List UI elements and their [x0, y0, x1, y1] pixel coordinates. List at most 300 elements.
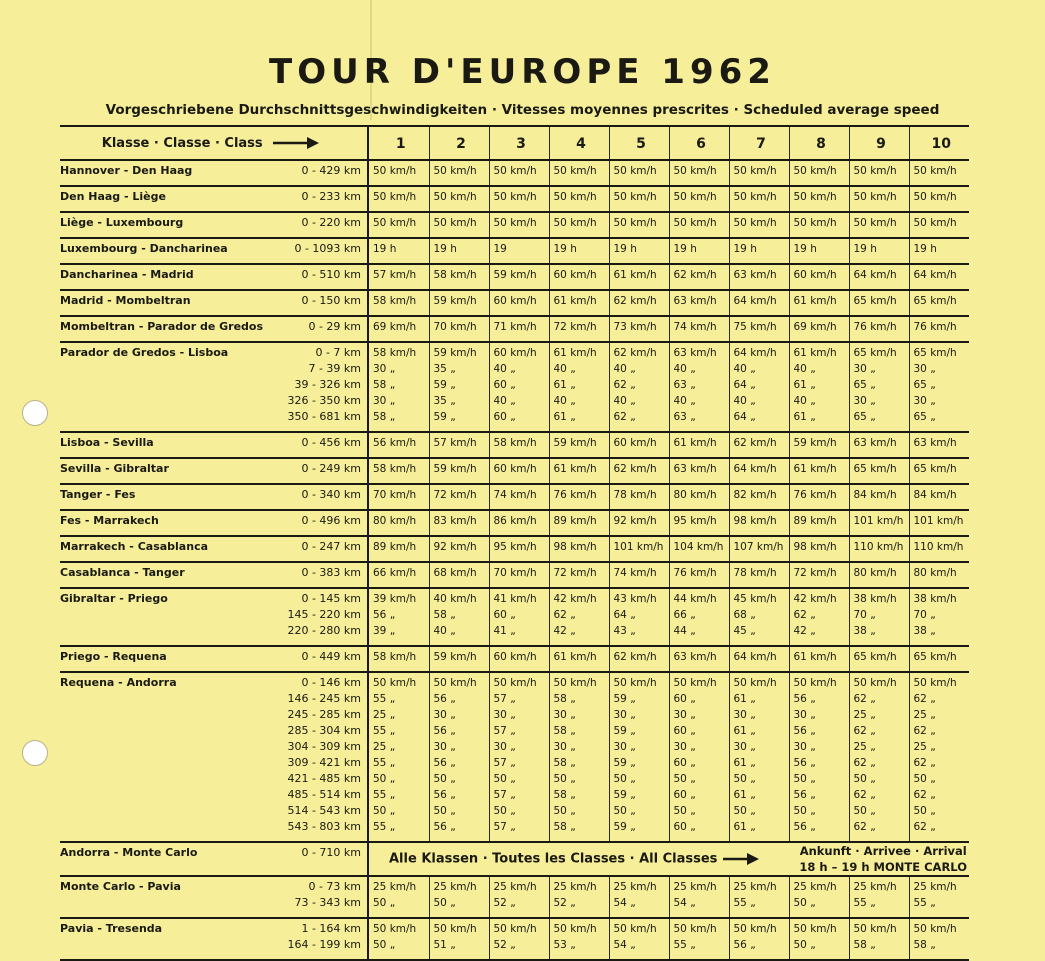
- speed-value: 50 km/h: [853, 677, 897, 689]
- speed-cell: [669, 238, 729, 264]
- speed-value: 50 km/h: [613, 191, 657, 203]
- speed-value: 62 km/h: [613, 295, 657, 307]
- speed-value: 63 km/h: [673, 347, 717, 359]
- speed-cell: [729, 342, 789, 432]
- speed-value: 44 „: [673, 625, 696, 637]
- speed-value: 62 „: [913, 821, 936, 833]
- distance-cell: [276, 186, 368, 212]
- speed-cell: [789, 646, 849, 672]
- speed-value: 63 km/h: [673, 295, 717, 307]
- speed-cell: [609, 588, 669, 646]
- distance-cell: [276, 212, 368, 238]
- speed-cell: [368, 588, 429, 646]
- speed-value: 57 „: [493, 725, 516, 737]
- all-classes-label: Alle Klassen · Toutes les Classes · All Classes: [389, 851, 718, 867]
- speed-value: 59 „: [613, 725, 636, 737]
- speed-value: 54 „: [673, 897, 696, 909]
- distance-range: 0 - 220 km: [301, 216, 361, 229]
- speed-cell: [789, 484, 849, 510]
- speed-cell: [609, 484, 669, 510]
- route-name: Tanger - Fes: [60, 488, 136, 501]
- speed-value: 50 km/h: [373, 677, 417, 689]
- speed-value: 56 „: [433, 693, 456, 705]
- speed-value: 50 km/h: [433, 923, 477, 935]
- speed-value: 50 „: [853, 773, 876, 785]
- distance-range: 7 - 39 km: [308, 362, 361, 375]
- speed-value: 72 km/h: [553, 321, 597, 333]
- speed-cell: [669, 458, 729, 484]
- route-cell: [60, 588, 276, 646]
- speed-value: 19 h: [853, 243, 877, 255]
- speed-cell: [429, 342, 489, 432]
- speed-cell: [849, 186, 909, 212]
- speed-value: 59 km/h: [793, 437, 837, 449]
- speed-cell: [368, 510, 429, 536]
- speed-value: 50 „: [493, 805, 516, 817]
- speed-cell: [609, 290, 669, 316]
- speed-cell: [909, 342, 969, 432]
- distance-cell: [276, 160, 368, 186]
- speed-value: 89 km/h: [553, 515, 597, 527]
- speed-value: 59 „: [433, 379, 456, 391]
- speed-value: 60 „: [673, 757, 696, 769]
- route-name: Priego - Requena: [60, 650, 167, 663]
- speed-cell: [909, 316, 969, 342]
- speed-value: 40 „: [433, 625, 456, 637]
- speed-value: 42 km/h: [553, 593, 597, 605]
- speed-value: 59 km/h: [433, 347, 477, 359]
- speed-cell: [849, 264, 909, 290]
- table-row: [60, 510, 969, 536]
- speed-value: 30 „: [373, 395, 396, 407]
- table-row: [60, 160, 969, 186]
- speed-value: 30 „: [673, 741, 696, 753]
- speed-value: 58 „: [373, 379, 396, 391]
- table-row: [60, 842, 969, 876]
- speed-value: 38 km/h: [913, 593, 957, 605]
- speed-value: 65 „: [913, 411, 936, 423]
- speed-value: 56 „: [793, 821, 816, 833]
- distance-cell: [276, 290, 368, 316]
- speed-value: 50 km/h: [373, 191, 417, 203]
- distance-range: 145 - 220 km: [287, 608, 361, 621]
- speed-value: 19 h: [553, 243, 577, 255]
- speed-cell: [368, 212, 429, 238]
- speed-cell: [609, 212, 669, 238]
- speed-value: 50 km/h: [493, 191, 537, 203]
- distance-cell: [276, 588, 368, 646]
- speed-cell: [909, 264, 969, 290]
- speed-cell: [669, 510, 729, 536]
- speed-value: 50 „: [493, 773, 516, 785]
- speed-cell: [909, 672, 969, 842]
- speed-value: 65 km/h: [853, 347, 897, 359]
- speed-value: 71 km/h: [493, 321, 537, 333]
- speed-cell: [789, 458, 849, 484]
- speed-value: 25 „: [853, 709, 876, 721]
- speed-value: 62 „: [913, 725, 936, 737]
- speed-value: 58 „: [433, 609, 456, 621]
- speed-value: 19: [493, 243, 507, 255]
- speed-value: 35 „: [433, 395, 456, 407]
- speed-value: 50 „: [913, 773, 936, 785]
- speed-value: 50 „: [913, 805, 936, 817]
- speed-value: 68 „: [733, 609, 756, 621]
- speed-value: 110 km/h: [913, 541, 964, 553]
- speed-value: 30 „: [433, 709, 456, 721]
- distance-range: 245 - 285 km: [287, 708, 361, 721]
- speed-value: 58 „: [553, 821, 576, 833]
- speed-value: 50 „: [673, 773, 696, 785]
- speed-value: 83 km/h: [433, 515, 477, 527]
- speed-value: 56 km/h: [373, 437, 417, 449]
- route-cell: [60, 536, 276, 562]
- speed-cell: [849, 536, 909, 562]
- speed-cell: [669, 432, 729, 458]
- speed-cell: [368, 646, 429, 672]
- speed-value: 62 „: [613, 379, 636, 391]
- distance-range: 0 - 429 km: [301, 164, 361, 177]
- speed-value: 61 km/h: [673, 437, 717, 449]
- speed-table: [60, 125, 969, 961]
- speed-value: 57 „: [493, 757, 516, 769]
- speed-value: 84 km/h: [853, 489, 897, 501]
- speed-value: 63 km/h: [853, 437, 897, 449]
- speed-value: 50 km/h: [493, 217, 537, 229]
- table-row: [60, 458, 969, 484]
- speed-value: 55 „: [373, 821, 396, 833]
- speed-value: 61 „: [553, 379, 576, 391]
- speed-value: 41 km/h: [493, 593, 537, 605]
- speed-value: 30 „: [493, 709, 516, 721]
- speed-cell: [368, 316, 429, 342]
- table-row: [60, 876, 969, 918]
- speed-value: 63 „: [673, 379, 696, 391]
- speed-value: 70 km/h: [373, 489, 417, 501]
- class-number: 7: [729, 126, 789, 160]
- speed-cell: [849, 160, 909, 186]
- speed-value: 82 km/h: [733, 489, 777, 501]
- table-row: [60, 316, 969, 342]
- table-row: [60, 432, 969, 458]
- distance-range: 285 - 304 km: [287, 724, 361, 737]
- distance-range: 0 - 456 km: [301, 436, 361, 449]
- speed-cell: [609, 536, 669, 562]
- speed-cell: [368, 160, 429, 186]
- speed-value: 64 km/h: [733, 463, 777, 475]
- speed-value: 25 „: [373, 709, 396, 721]
- class-number: 9: [849, 126, 909, 160]
- speed-value: 58 „: [373, 411, 396, 423]
- route-name: Dancharinea - Madrid: [60, 268, 194, 281]
- speed-cell: [549, 186, 609, 212]
- speed-value: 38 „: [913, 625, 936, 637]
- speed-cell: [549, 588, 609, 646]
- speed-value: 19 h: [613, 243, 637, 255]
- speed-value: 50 km/h: [613, 677, 657, 689]
- speed-value: 66 km/h: [373, 567, 417, 579]
- distance-range: 514 - 543 km: [287, 804, 361, 817]
- speed-value: 50 km/h: [853, 191, 897, 203]
- speed-cell: [729, 458, 789, 484]
- distance-range: 220 - 280 km: [287, 624, 361, 637]
- distance-range: 0 - 249 km: [301, 462, 361, 475]
- speed-value: 50 km/h: [913, 165, 957, 177]
- speed-value: 55 „: [373, 725, 396, 737]
- speed-value: 30 „: [553, 741, 576, 753]
- route-cell: [60, 290, 276, 316]
- speed-value: 98 km/h: [553, 541, 597, 553]
- speed-value: 40 „: [493, 395, 516, 407]
- speed-cell: [489, 342, 549, 432]
- speed-value: 57 km/h: [373, 269, 417, 281]
- speed-value: 84 km/h: [913, 489, 957, 501]
- speed-value: 56 „: [373, 609, 396, 621]
- speed-cell: [609, 458, 669, 484]
- speed-cell: [729, 186, 789, 212]
- speed-cell: [789, 212, 849, 238]
- speed-cell: [669, 342, 729, 432]
- speed-cell: [669, 212, 729, 238]
- speed-value: 52 „: [553, 897, 576, 909]
- route-cell: [60, 562, 276, 588]
- speed-cell: [789, 536, 849, 562]
- speed-cell: [429, 672, 489, 842]
- speed-value: 50 „: [793, 939, 816, 951]
- table-row: [60, 212, 969, 238]
- speed-value: 43 „: [613, 625, 636, 637]
- speed-value: 59 km/h: [433, 295, 477, 307]
- speed-value: 56 „: [433, 821, 456, 833]
- speed-value: 58 km/h: [493, 437, 537, 449]
- distance-range: 0 - 145 km: [301, 592, 361, 605]
- speed-value: 50 km/h: [493, 923, 537, 935]
- speed-value: 50 km/h: [613, 165, 657, 177]
- speed-value: 68 km/h: [433, 567, 477, 579]
- distance-range: 0 - 449 km: [301, 650, 361, 663]
- distance-cell: [276, 458, 368, 484]
- speed-value: 40 „: [553, 363, 576, 375]
- speed-cell: [849, 432, 909, 458]
- speed-value: 50 km/h: [433, 165, 477, 177]
- speed-cell: [729, 562, 789, 588]
- distance-range: 543 - 803 km: [287, 820, 361, 833]
- speed-cell: [909, 876, 969, 918]
- speed-value: 65 km/h: [913, 295, 957, 307]
- speed-cell: [669, 484, 729, 510]
- speed-value: 19 h: [373, 243, 397, 255]
- speed-value: 50 km/h: [913, 217, 957, 229]
- speed-value: 50 „: [373, 773, 396, 785]
- speed-cell: [489, 588, 549, 646]
- speed-value: 52 „: [493, 897, 516, 909]
- speed-value: 61 „: [793, 379, 816, 391]
- speed-cell: [368, 876, 429, 918]
- speed-cell: [849, 646, 909, 672]
- speed-value: 63 km/h: [673, 463, 717, 475]
- speed-value: 40 „: [553, 395, 576, 407]
- speed-value: 64 km/h: [913, 269, 957, 281]
- speed-cell: [909, 432, 969, 458]
- speed-value: 50 „: [733, 773, 756, 785]
- speed-cell: [669, 562, 729, 588]
- speed-value: 64 km/h: [733, 347, 777, 359]
- speed-value: 101 km/h: [913, 515, 964, 527]
- speed-value: 60 km/h: [493, 651, 537, 663]
- speed-value: 61 km/h: [613, 269, 657, 281]
- speed-cell: [909, 484, 969, 510]
- speed-value: 50 km/h: [793, 677, 837, 689]
- speed-cell: [489, 160, 549, 186]
- speed-value: 70 km/h: [433, 321, 477, 333]
- speed-value: 59 „: [433, 411, 456, 423]
- speed-value: 50 km/h: [793, 923, 837, 935]
- speed-value: 25 km/h: [733, 881, 777, 893]
- distance-range: 0 - 7 km: [315, 346, 361, 359]
- speed-cell: [849, 238, 909, 264]
- speed-cell: [549, 290, 609, 316]
- speed-cell: [849, 672, 909, 842]
- table-row: [60, 562, 969, 588]
- speed-value: 50 „: [433, 805, 456, 817]
- speed-value: 61 „: [553, 411, 576, 423]
- distance-cell: [276, 238, 368, 264]
- distance-range: 309 - 421 km: [287, 756, 361, 769]
- distance-range: 485 - 514 km: [287, 788, 361, 801]
- speed-value: 56 „: [793, 693, 816, 705]
- speed-value: 76 km/h: [853, 321, 897, 333]
- speed-value: 53 „: [553, 939, 576, 951]
- speed-value: 74 km/h: [673, 321, 717, 333]
- route-cell: [60, 316, 276, 342]
- speed-value: 45 „: [733, 625, 756, 637]
- speed-cell: [489, 672, 549, 842]
- speed-value: 63 km/h: [733, 269, 777, 281]
- speed-cell: [849, 918, 909, 960]
- speed-value: 25 km/h: [613, 881, 657, 893]
- speed-value: 65 „: [853, 411, 876, 423]
- speed-cell: [849, 876, 909, 918]
- speed-value: 80 km/h: [853, 567, 897, 579]
- route-name: Liège - Luxembourg: [60, 216, 184, 229]
- speed-cell: [609, 186, 669, 212]
- route-cell: [60, 842, 276, 876]
- speed-value: 50 km/h: [853, 217, 897, 229]
- speed-cell: [729, 290, 789, 316]
- distance-cell: [276, 876, 368, 918]
- speed-value: 25 „: [913, 741, 936, 753]
- speed-value: 76 km/h: [553, 489, 597, 501]
- speed-value: 50 km/h: [433, 191, 477, 203]
- speed-value: 58 „: [913, 939, 936, 951]
- speed-cell: [489, 510, 549, 536]
- distance-range: 0 - 383 km: [301, 566, 361, 579]
- table-row: [60, 918, 969, 960]
- speed-value: 35 „: [433, 363, 456, 375]
- speed-cell: [789, 562, 849, 588]
- speed-value: 76 km/h: [673, 567, 717, 579]
- speed-value: 62 km/h: [613, 651, 657, 663]
- speed-value: 89 km/h: [373, 541, 417, 553]
- speed-value: 61 km/h: [553, 651, 597, 663]
- speed-value: 38 „: [853, 625, 876, 637]
- speed-value: 58 „: [553, 757, 576, 769]
- speed-value: 61 km/h: [553, 347, 597, 359]
- speed-value: 50 km/h: [493, 677, 537, 689]
- page-subtitle: Vorgeschriebene Durchschnittsgeschwindigkeiten · Vitesses moyennes prescrites · Scheduled average speed: [105, 102, 940, 118]
- route-cell: [60, 264, 276, 290]
- speed-value: 19 h: [433, 243, 457, 255]
- distance-cell: [276, 536, 368, 562]
- speed-value: 107 km/h: [733, 541, 784, 553]
- all-classes-cell: [368, 842, 969, 876]
- distance-range: 1 - 164 km: [301, 922, 361, 935]
- speed-cell: [489, 536, 549, 562]
- speed-cell: [669, 316, 729, 342]
- speed-value: 101 km/h: [853, 515, 904, 527]
- route-name: Andorra - Monte Carlo: [60, 846, 198, 859]
- speed-value: 40 „: [613, 363, 636, 375]
- speed-cell: [729, 264, 789, 290]
- speed-value: 78 km/h: [733, 567, 777, 579]
- speed-cell: [789, 918, 849, 960]
- distance-range: 73 - 343 km: [294, 896, 361, 909]
- speed-cell: [789, 876, 849, 918]
- arrival-note: [799, 843, 967, 875]
- speed-value: 56 „: [433, 725, 456, 737]
- speed-value: 58 km/h: [373, 295, 417, 307]
- speed-cell: [429, 212, 489, 238]
- speed-value: 50 km/h: [553, 191, 597, 203]
- speed-value: 59 km/h: [433, 651, 477, 663]
- speed-cell: [849, 316, 909, 342]
- speed-value: 58 „: [553, 693, 576, 705]
- class-number: 4: [549, 126, 609, 160]
- speed-value: 45 km/h: [733, 593, 777, 605]
- speed-value: 55 „: [853, 897, 876, 909]
- speed-cell: [609, 342, 669, 432]
- speed-cell: [489, 186, 549, 212]
- table-row: [60, 238, 969, 264]
- speed-cell: [909, 160, 969, 186]
- speed-value: 50 km/h: [913, 923, 957, 935]
- speed-value: 50 km/h: [853, 165, 897, 177]
- speed-cell: [549, 510, 609, 536]
- speed-value: 59 km/h: [553, 437, 597, 449]
- speed-value: 74 km/h: [493, 489, 537, 501]
- distance-range: 304 - 309 km: [287, 740, 361, 753]
- speed-value: 60 „: [673, 725, 696, 737]
- speed-cell: [729, 672, 789, 842]
- speed-value: 70 km/h: [493, 567, 537, 579]
- arrival-line: 18 h – 19 h MONTE CARLO: [799, 860, 967, 874]
- punch-hole: [22, 400, 48, 426]
- speed-cell: [669, 876, 729, 918]
- speed-value: 30 „: [913, 363, 936, 375]
- speed-value: 50 „: [553, 773, 576, 785]
- speed-value: 92 km/h: [613, 515, 657, 527]
- speed-value: 59 „: [613, 693, 636, 705]
- speed-value: 76 km/h: [913, 321, 957, 333]
- speed-cell: [669, 646, 729, 672]
- speed-value: 57 „: [493, 821, 516, 833]
- speed-cell: [849, 342, 909, 432]
- speed-cell: [909, 290, 969, 316]
- speed-value: 43 km/h: [613, 593, 657, 605]
- speed-value: 58 km/h: [373, 651, 417, 663]
- table-row: [60, 672, 969, 842]
- speed-value: 59 „: [613, 789, 636, 801]
